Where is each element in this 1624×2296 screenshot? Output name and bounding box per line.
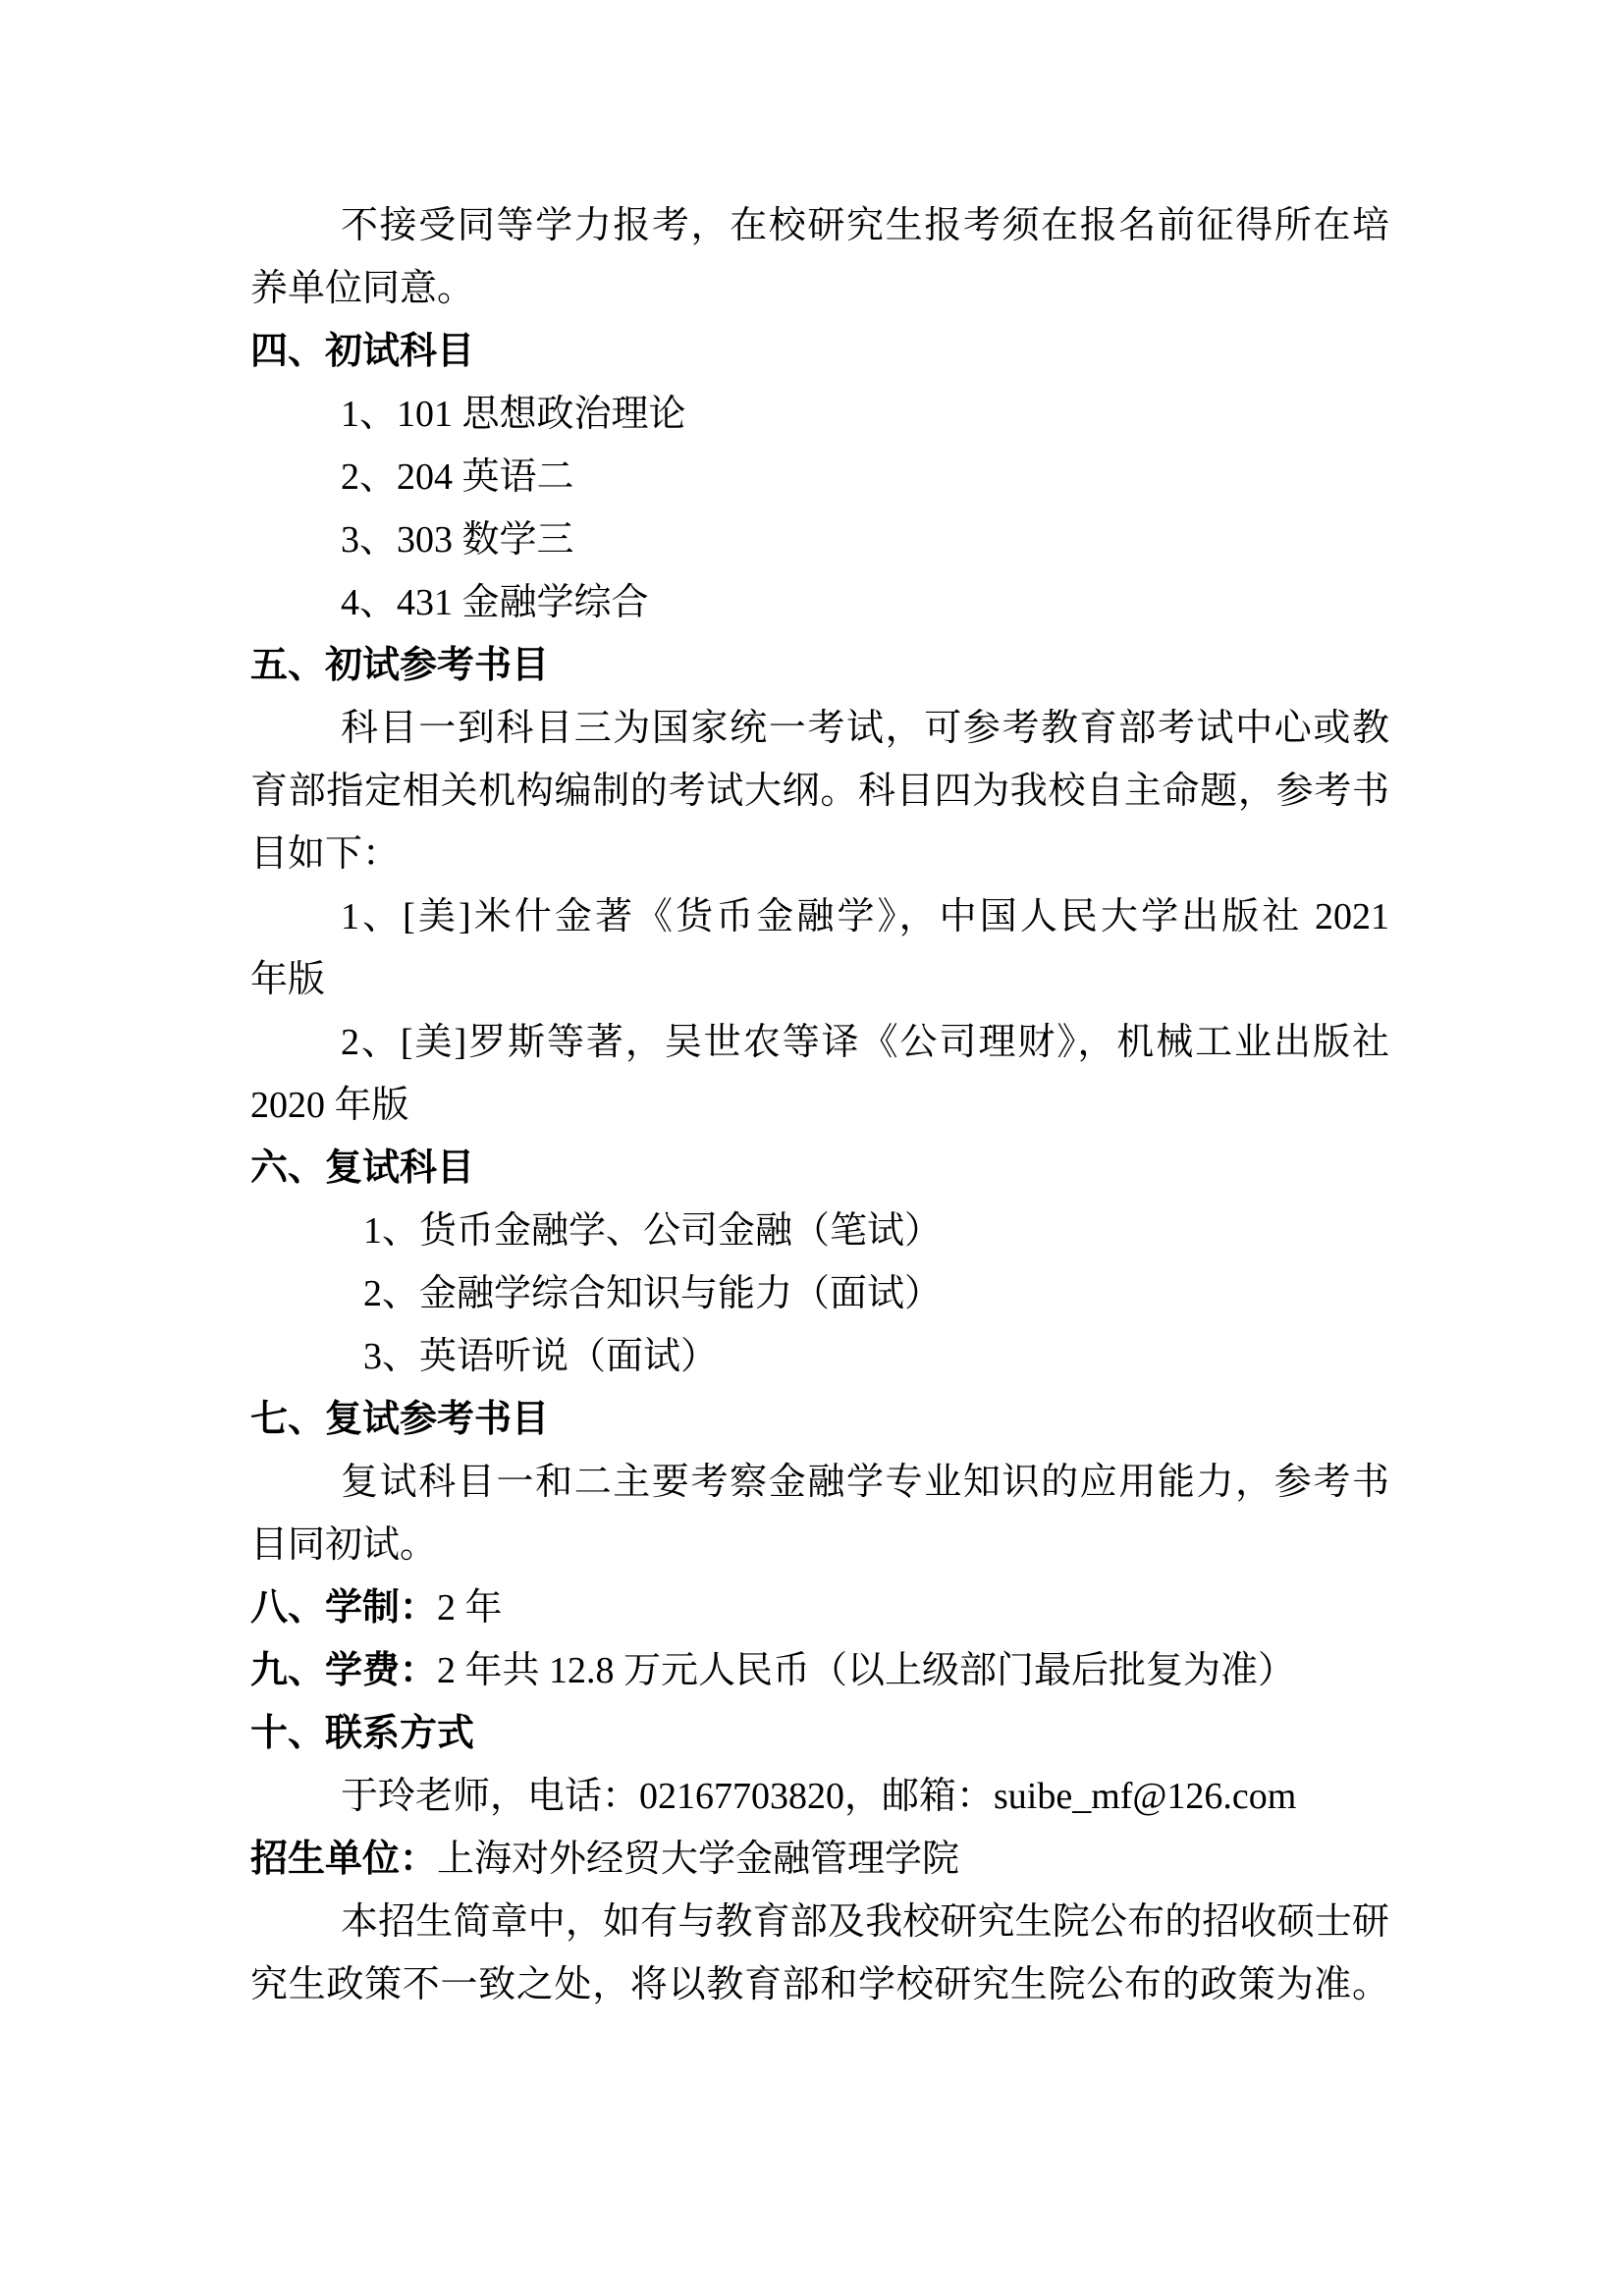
heading-initial-exam-subjects	[250, 320, 1389, 383]
line-admissions-unit	[250, 1828, 1389, 1891]
heading-retest-references	[250, 1388, 1389, 1451]
text-segment: 于玲老师，电话：02167703820，邮箱：suibe_mf@126.com	[341, 1776, 1297, 1817]
paragraph-disclaimer-line-2	[250, 1953, 1389, 2016]
text-segment: 1、101 思想政治理论	[341, 394, 686, 435]
text-segment: 2、[美]罗斯等著，吴世农等译《公司理财》，机械工业出版社	[341, 1022, 1389, 1063]
text-segment: 1、[美]米什金著《货币金融学》，中国人民大学出版社 2021	[341, 896, 1389, 937]
list-item-retest-subject-2	[250, 1262, 1389, 1325]
text-segment: 2、金融学综合知识与能力（面试）	[363, 1273, 943, 1314]
text-segment: 1、货币金融学、公司金融（笔试）	[363, 1210, 943, 1252]
text-segment: 目如下：	[250, 833, 401, 875]
text-segment: 本招生简章中，如有与教育部及我校研究生院公布的招收硕士研	[341, 1901, 1389, 1943]
text-segment: 上海对外经贸大学金融管理学院	[437, 1839, 960, 1880]
text-segment: 究生政策不一致之处，将以教育部和学校研究生院公布的政策为准。	[250, 1964, 1389, 2005]
text-segment: 目同初试。	[250, 1524, 438, 1566]
text-segment: 育部指定相关机构编制的考试大纲。科目四为我校自主命题，参考书	[250, 771, 1389, 812]
line-tuition	[250, 1639, 1389, 1702]
paragraph-retest-references-line-1	[250, 1451, 1389, 1514]
text-segment: 复试科目一和二主要考察金融学专业知识的应用能力，参考书	[341, 1462, 1389, 1503]
text-segment: 养单位同意。	[250, 268, 475, 309]
text-segment: 2020 年版	[250, 1085, 409, 1126]
text-segment-bold: 九、学费：	[250, 1650, 438, 1691]
list-item-reference-book-2-line-2	[250, 1074, 1389, 1137]
list-item-retest-subject-1	[250, 1200, 1389, 1262]
text-segment: 年版	[250, 959, 326, 1000]
heading-contact	[250, 1702, 1389, 1765]
paragraph-disclaimer-line-1	[250, 1891, 1389, 1953]
text-segment: 2 年共 12.8 万元人民币（以上级部门最后批复为准）	[437, 1650, 1296, 1691]
text-segment: 2、204 英语二	[341, 456, 574, 498]
line-study-duration	[250, 1576, 1389, 1639]
line-contact-info	[250, 1765, 1389, 1828]
list-item-reference-book-2-line-1	[250, 1011, 1389, 1074]
paragraph-references-line-3	[250, 823, 1389, 885]
heading-retest-subjects	[250, 1137, 1389, 1200]
text-segment: 3、303 数学三	[341, 519, 574, 561]
list-item-reference-book-1-line-1	[250, 885, 1389, 948]
list-item-initial-subject-2	[250, 446, 1389, 508]
paragraph-eligibility-line-2	[250, 257, 1389, 320]
paragraph-eligibility-line-1	[250, 194, 1389, 257]
paragraph-references-line-2	[250, 760, 1389, 823]
text-segment-bold: 四、初试科目	[250, 331, 475, 372]
list-item-initial-subject-4	[250, 571, 1389, 634]
text-segment-bold: 五、初试参考书目	[250, 645, 550, 686]
paragraph-retest-references-line-2	[250, 1514, 1389, 1576]
text-segment: 2 年	[437, 1587, 503, 1629]
heading-initial-exam-references	[250, 634, 1389, 697]
text-segment: 4、431 金融学综合	[341, 582, 649, 623]
list-item-initial-subject-1	[250, 383, 1389, 446]
text-segment-bold: 六、复试科目	[250, 1148, 475, 1189]
text-segment: 不接受同等学力报考，在校研究生报考须在报名前征得所在培	[341, 205, 1389, 246]
text-segment: 3、英语听说（面试）	[363, 1336, 719, 1377]
document-text-block	[250, 194, 1389, 2016]
text-segment-bold: 十、联系方式	[250, 1713, 475, 1754]
list-item-reference-book-1-line-2	[250, 948, 1389, 1011]
text-segment-bold: 招生单位：	[250, 1839, 438, 1880]
list-item-retest-subject-3	[250, 1325, 1389, 1388]
text-segment-bold: 八、学制：	[250, 1587, 438, 1629]
text-segment: 科目一到科目三为国家统一考试，可参考教育部考试中心或教	[341, 708, 1389, 749]
text-segment-bold: 七、复试参考书目	[250, 1399, 550, 1440]
paragraph-references-line-1	[250, 697, 1389, 760]
list-item-initial-subject-3	[250, 508, 1389, 571]
